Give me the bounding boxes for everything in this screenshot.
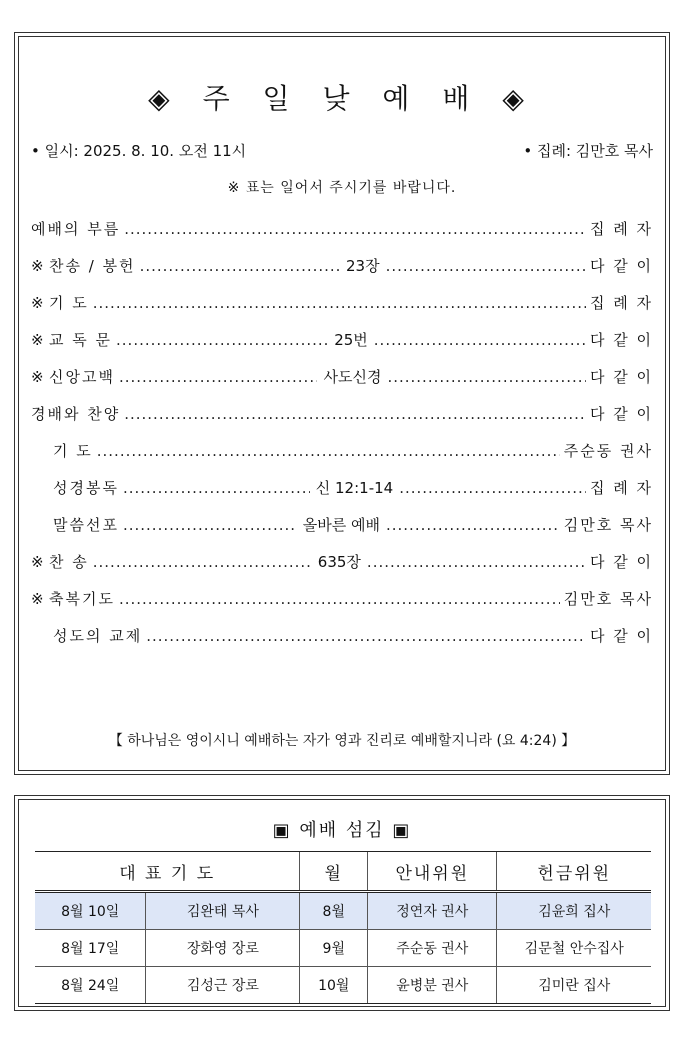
order-item-label: 예배의 부름: [31, 220, 121, 238]
month: 10월: [300, 967, 368, 1004]
order-item: [31, 403, 653, 440]
usher: 윤병분 권사: [368, 967, 497, 1004]
leader-dots: [119, 590, 560, 608]
order-item-label: 찬 송: [49, 553, 89, 571]
order-item-leader: 다 같 이: [589, 627, 653, 645]
leader-dots: [387, 368, 586, 386]
prayer-person: 장화영 장로: [146, 930, 300, 967]
order-item-label: 교 독 문: [49, 331, 113, 349]
leader-dots: [386, 516, 560, 534]
order-item: [31, 588, 653, 625]
prayer-date: 8월 10일: [35, 892, 146, 930]
order-item: [31, 514, 653, 551]
leader-dots: [399, 479, 586, 497]
order-item: [31, 366, 653, 403]
standing-notice: ※ 표는 일어서 주시기를 바랍니다.: [227, 180, 457, 196]
roster-table: [35, 851, 651, 1004]
usher: 정연자 권사: [368, 892, 497, 930]
order-item-leader: 집 례 자: [589, 294, 653, 312]
header-month: 월: [300, 852, 368, 892]
order-of-worship-panel: [14, 32, 670, 775]
order-item-leader: 다 같 이: [589, 331, 653, 349]
order-item-label: 경배와 찬양: [31, 405, 121, 423]
header-usher: 안내위원: [368, 852, 497, 892]
order-item-leader: 집 례 자: [589, 220, 653, 238]
leader-dots: [124, 220, 586, 238]
offering-steward: 김윤희 집사: [497, 892, 651, 930]
prayer-date: 8월 17일: [35, 930, 146, 967]
order-item-leader: 다 같 이: [589, 553, 653, 571]
standing-mark: ※: [31, 257, 44, 275]
service-info: [31, 140, 653, 161]
table-row: [35, 892, 651, 930]
leader-dots: [123, 516, 297, 534]
leader-dots: [146, 627, 586, 645]
leader-dots: [116, 331, 328, 349]
order-item: [31, 255, 653, 292]
order-item-label: 축복기도: [49, 590, 115, 608]
order-list: [31, 218, 653, 662]
order-item-detail: 신 12:1-14: [315, 479, 394, 497]
leader-dots: [97, 442, 560, 460]
order-item: [31, 477, 653, 514]
month: 9월: [300, 930, 368, 967]
order-item: [31, 551, 653, 588]
order-item-label: 성경봉독: [53, 479, 119, 497]
header-representative-prayer: 대 표 기 도: [35, 852, 300, 892]
order-item: [31, 218, 653, 255]
order-item-detail: 25번: [334, 331, 368, 349]
prayer-person: 김완태 목사: [146, 892, 300, 930]
leader-dots: [386, 257, 586, 275]
order-item-detail: 사도신경: [323, 368, 382, 386]
order-item-detail: 올바른 예배: [302, 516, 380, 534]
order-item-leader: 집 례 자: [589, 479, 653, 497]
service-title: ◈ 주 일 낮 예 배 ◈: [148, 82, 536, 115]
offering-steward: 김미란 집사: [497, 967, 651, 1004]
order-item-leader: 김만호 목사: [563, 590, 653, 608]
leader-dots: [124, 405, 586, 423]
standing-mark: ※: [31, 553, 44, 571]
table-row: [35, 967, 651, 1004]
leader-dots: [93, 553, 312, 571]
month: 8월: [300, 892, 368, 930]
order-item-label: 찬송 / 봉헌: [49, 257, 136, 275]
table-row: [35, 930, 651, 967]
header-offering: 헌금위원: [497, 852, 651, 892]
leader-dots: [123, 479, 310, 497]
order-item: [31, 625, 653, 662]
order-item: [31, 440, 653, 477]
order-item-leader: 주순동 권사: [563, 442, 653, 460]
order-item-detail: 23장: [345, 257, 380, 275]
order-item-label: 말씀선포: [53, 516, 119, 534]
prayer-person: 김성근 장로: [146, 967, 300, 1004]
order-item-label: 신앙고백: [49, 368, 115, 386]
service-leader: • 집례: 김만호 목사: [523, 142, 653, 160]
leader-dots: [367, 553, 586, 571]
order-item-leader: 다 같 이: [589, 257, 653, 275]
usher: 주순동 권사: [368, 930, 497, 967]
order-item: [31, 329, 653, 366]
leader-dots: [374, 331, 586, 349]
order-item-label: 기 도: [53, 442, 93, 460]
order-item-leader: 다 같 이: [589, 405, 653, 423]
scripture-verse: 【 하나님은 영이시니 예배하는 자가 영과 진리로 예배할지니라 (요 4:24) 】: [108, 733, 576, 749]
standing-mark: ※: [31, 294, 44, 312]
standing-mark: ※: [31, 331, 44, 349]
order-item: [31, 292, 653, 329]
order-item-leader: 김만호 목사: [563, 516, 653, 534]
order-item-label: 기 도: [49, 294, 89, 312]
order-item-leader: 다 같 이: [589, 368, 653, 386]
prayer-date: 8월 24일: [35, 967, 146, 1004]
roster-header-row: [35, 852, 651, 892]
leader-dots: [93, 294, 586, 312]
leader-dots: [119, 368, 318, 386]
service-roster-panel: [14, 795, 670, 1011]
order-item-label: 성도의 교제: [53, 627, 143, 645]
order-item-detail: 635장: [317, 553, 361, 571]
offering-steward: 김문철 안수집사: [497, 930, 651, 967]
service-datetime: • 일시: 2025. 8. 10. 오전 11시: [31, 142, 247, 160]
leader-dots: [140, 257, 340, 275]
roster-title: ▣ 예배 섬김 ▣: [272, 820, 412, 841]
standing-mark: ※: [31, 590, 44, 608]
standing-mark: ※: [31, 368, 44, 386]
